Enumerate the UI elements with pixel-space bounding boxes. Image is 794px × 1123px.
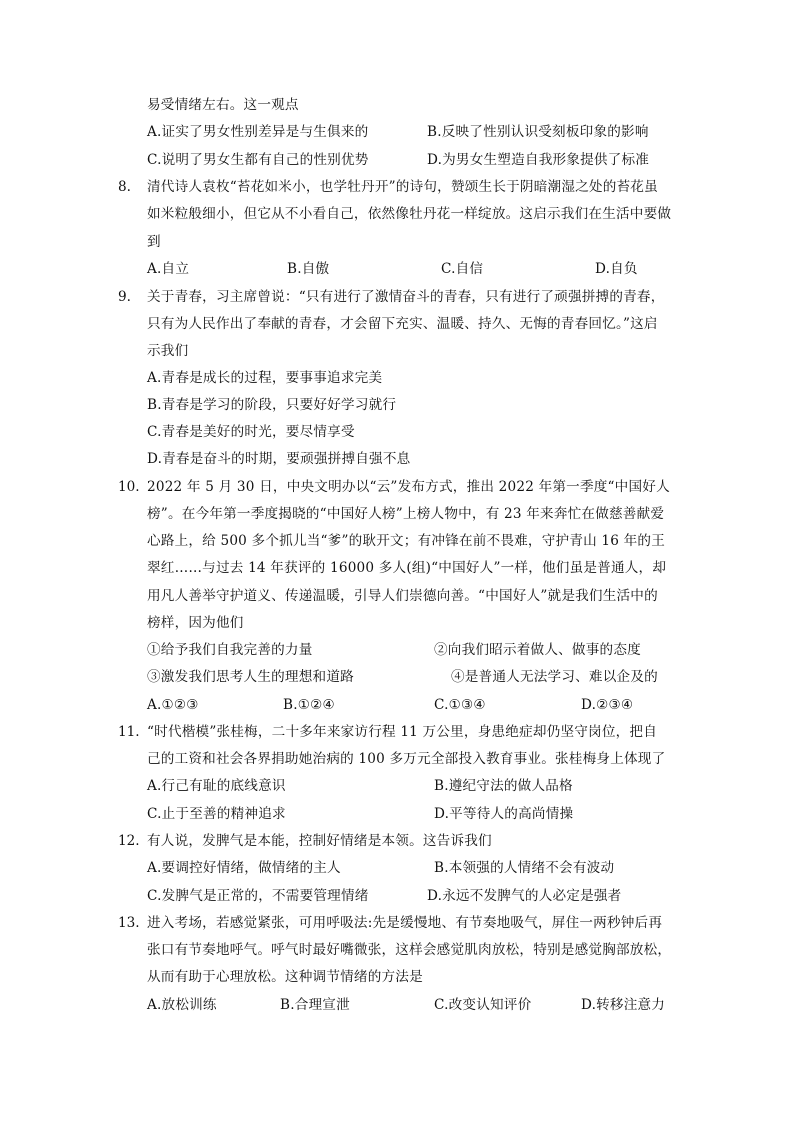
q10-stem-line: 2022 年 5 月 30 日，中央文明办以“云”发布方式，推出 2022 年第一季度“中国好人 — [147, 479, 670, 495]
q11-stem-line: “时代楷模”张桂梅，二十多年来家访行程 11 万公里，身患绝症却仍坚守岗位，把自 — [147, 724, 658, 740]
q13-option-d: D.转移注意力 — [581, 997, 666, 1013]
q8-stem-line: 如米粒般细小，但它从不小看自己，依然像牡丹花一样绽放。这启示我们在生活中要做 — [147, 206, 672, 222]
q12-option-d: D.永远不发脾气的人必定是强者 — [427, 888, 622, 904]
q11-option-c: C.止于至善的精神追求 — [147, 806, 286, 822]
q9-option-c: C.青春是美好的时光，要尽情享受 — [147, 424, 355, 440]
q13-option-b: B.合理宣泄 — [280, 997, 350, 1013]
q9-option-b: B.青春是学习的阶段，只要好好学习就行 — [147, 397, 397, 413]
q13-stem-line: 进入考场，若感觉紧张，可用呼吸法:先是缓慢地、有节奏地吸气，屏住一两秒钟后再 — [147, 915, 663, 931]
q12-number: 12. — [118, 833, 140, 849]
q12-stem-line: 有人说，发脾气是本能，控制好情绪是本领。这告诉我们 — [147, 833, 492, 849]
q8-option-d: D.自负 — [595, 261, 638, 277]
q10-statement-2: ②向我们昭示着做人、做事的态度 — [434, 642, 641, 658]
q10-statement-3: ③激发我们思考人生的理想和道路 — [147, 669, 354, 685]
q8-option-b: B.自傲 — [287, 261, 330, 277]
q10-stem-line: 翠红……与过去 14 年获评的 16000 多人(组)“中国好人”一样，他们虽是普通人，却 — [147, 560, 667, 576]
q9-stem-line: 只有为人民作出了奉献的青春，才会留下充实、温暖、持久、无悔的青春回忆。”这启 — [147, 316, 658, 332]
q10-number: 10. — [118, 479, 140, 495]
q7-option-c: C.说明了男女生都有自己的性别优势 — [147, 152, 369, 168]
q10-stem-line: 榜”。在今年第一季度揭晓的“中国好人榜”上榜人物中，有 23 年来奔忙在做慈善献爱 — [147, 506, 665, 522]
q7-option-b: B.反映了性别认识受刻板印象的影响 — [427, 124, 649, 140]
q9-stem-line: 示我们 — [147, 343, 189, 359]
q10-option-c: C.①③④ — [434, 697, 486, 713]
q12-option-b: B.本领强的人情绪不会有波动 — [434, 860, 615, 876]
q7-stem-continuation: 易受情绪左右。这一观点 — [147, 97, 299, 113]
q10-option-a: A.①②③ — [147, 697, 199, 713]
q8-option-a: A.自立 — [147, 261, 190, 277]
q10-stem-line: 心路上，给 500 多个抓儿当“爹”的耿开文；有冲锋在前不畏难，守护青山 16 年的王 — [147, 533, 666, 549]
q10-stem-line: 用凡人善举守护道义、传递温暖，引导人们崇德向善。“中国好人”就是我们生活中的 — [147, 588, 658, 604]
q8-stem-line: 清代诗人袁枚“苔花如米小，也学牡丹开”的诗句，赞颂生长于阴暗潮湿之处的苔花虽 — [147, 179, 658, 195]
q10-statement-1: ①给予我们自我完善的力量 — [147, 642, 313, 658]
q8-option-c: C.自信 — [441, 261, 484, 277]
q8-stem-line: 到 — [147, 234, 161, 250]
q13-option-a: A.放松训练 — [147, 997, 217, 1013]
q13-number: 13. — [118, 915, 140, 931]
q11-stem-line: 己的工资和社会各界捐助她治病的 100 多万元全部投入教育事业。张桂梅身上体现了 — [147, 751, 666, 767]
q13-option-c: C.改变认知评价 — [434, 997, 532, 1013]
q8-number: 8. — [118, 179, 131, 195]
q10-option-d: D.②③④ — [581, 697, 634, 713]
q10-option-b: B.①②④ — [283, 697, 335, 713]
q7-option-a: A.证实了男女性别差异是与生俱来的 — [147, 124, 369, 140]
q11-option-d: D.平等待人的高尚情操 — [434, 806, 574, 822]
q9-number: 9. — [118, 289, 131, 305]
q7-option-d: D.为男女生塑造自我形象提供了标准 — [427, 152, 650, 168]
q9-stem-line: 关于青春，习主席曾说：“只有进行了激情奋斗的青春，只有进行了顽强拼搏的青春， — [147, 289, 665, 305]
q10-statement-4: ④是普通人无法学习、难以企及的 — [451, 669, 658, 685]
q10-stem-line: 榜样，因为他们 — [147, 615, 244, 631]
q9-option-d: D.青春是奋斗的时期，要顽强拼搏自强不息 — [147, 451, 411, 467]
q11-number: 11. — [118, 724, 140, 740]
q13-stem-line: 从而有助于心理放松。这种调节情绪的方法是 — [147, 969, 423, 985]
q9-option-a: A.青春是成长的过程，要事事追求完美 — [147, 370, 383, 386]
q11-option-b: B.遵纪守法的做人品格 — [434, 778, 573, 794]
q11-option-a: A.行己有耻的底线意识 — [147, 778, 286, 794]
q12-option-c: C.发脾气是正常的，不需要管理情绪 — [147, 888, 369, 904]
q13-stem-line: 张口有节奏地呼气。呼气时最好嘴微张，这样会感觉肌肉放松，特别是感觉胸部放松， — [147, 942, 672, 958]
q12-option-a: A.要调控好情绪，做情绪的主人 — [147, 860, 341, 876]
